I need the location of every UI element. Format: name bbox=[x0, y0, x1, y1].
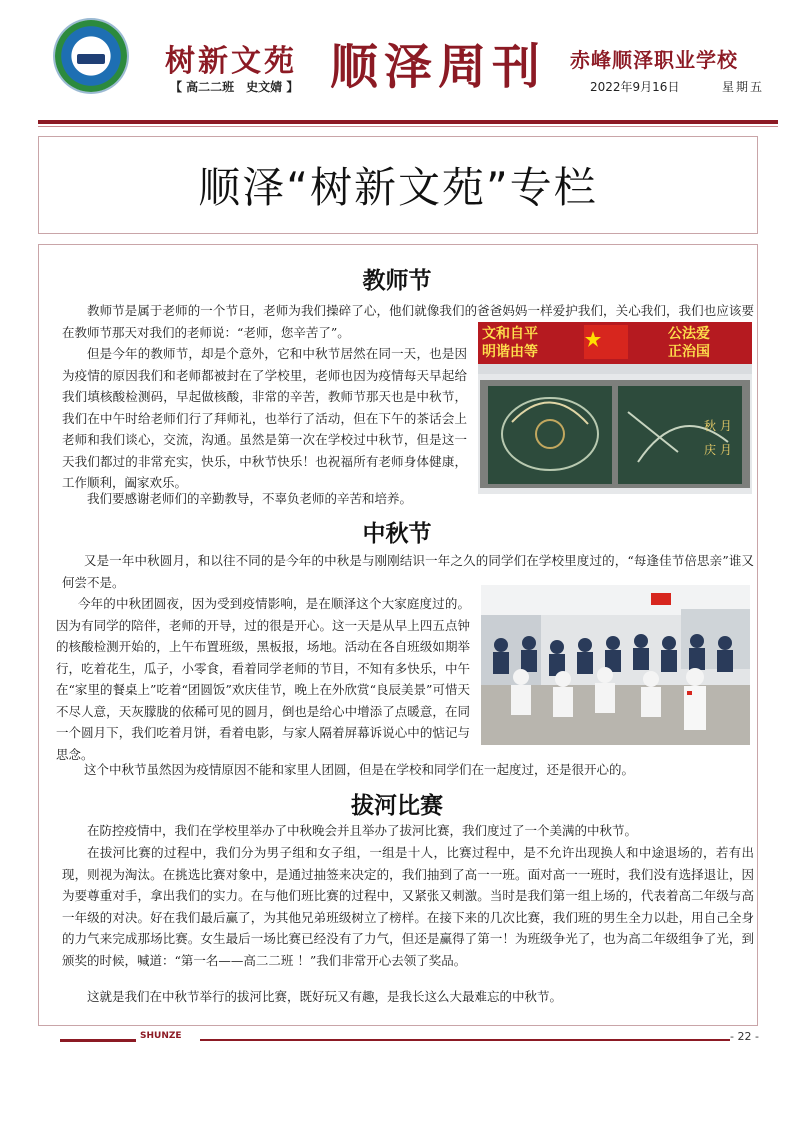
page-number: - 22 - bbox=[730, 1030, 759, 1043]
svg-text:正治国: 正治国 bbox=[668, 344, 710, 360]
section-heading-tug-of-war: 拔河比赛 bbox=[351, 793, 443, 819]
column-banner bbox=[38, 136, 758, 234]
paragraph: 在防控疫情中，我们在学校里举办了中秋晚会并且举办了拔河比赛，我们度过了一个美满的中秋节。 bbox=[87, 823, 638, 838]
paragraph: 我们要感谢老师们的辛勤教导，不辜负老师的辛苦和培养。 bbox=[87, 491, 413, 506]
paragraph: 又是一年中秋圆月，和以往不同的是今年的中秋是与刚刚结识一年之久的同学们在学校里度过的，“每逢佳节倍思亲”谁又何尝不是。 bbox=[62, 553, 754, 590]
byline: 【 高二二班 史文婧 】 bbox=[170, 80, 299, 94]
paragraph: 在拔河比赛的过程中，我们分为男子组和女子组，一组是十人，比赛过程中，是不允许出现换人和中途退场的，若有出现，则视为淘汰。在挑选比赛对象中，是通过抽签来决定的，我们抽到了高一一班。面对高一一班时，我们没有选择退让，因为要尊重对手，拿出我们的实力。在与他们班比赛的过程中，又紧张又刺激。当时是我们第一组上场的，代表着高二年级与高一年级的对决。好在我们最后赢了，为其他兄弟班级树立了榜样。在接下来的几次比赛，我们班的男生全力以赴，用自己全身的力气来完成那场比赛。女生最后一场比赛已经没有了力气，但还是赢得了第一！为班级争光了，也为高二年级组争了光，到颁奖的时候，喊道：“第一名——高二二班 ！”我们非常开心去领了奖品。 bbox=[62, 845, 754, 968]
school-logo bbox=[55, 20, 127, 92]
paragraph: 这个中秋节虽然因为疫情原因不能和家里人团圆，但是在学校和同学们在一起度过，还是很开心的。 bbox=[84, 762, 635, 777]
masthead-title: 顺泽周刊 bbox=[330, 39, 547, 95]
header-rule bbox=[38, 120, 778, 124]
footer-rule bbox=[200, 1039, 730, 1041]
header-rule-thin bbox=[38, 126, 778, 127]
svg-text:庆 月: 庆 月 bbox=[704, 443, 732, 457]
issue-date: 2022年9月16日 bbox=[590, 80, 680, 94]
svg-text:明谐由等: 明谐由等 bbox=[482, 344, 538, 360]
students-classroom-photo bbox=[481, 585, 750, 745]
banner-slogan-left: 文和自平 bbox=[482, 326, 538, 342]
section-heading-teachers-day: 教师节 bbox=[362, 268, 432, 294]
banner-title: 顺泽“树新文苑”专栏 bbox=[198, 163, 598, 212]
issue-weekday: 星期五 bbox=[722, 80, 765, 94]
masthead-header bbox=[0, 0, 794, 120]
school-name: 赤峰顺泽职业学校 bbox=[570, 48, 738, 72]
svg-text:秋 月: 秋 月 bbox=[704, 419, 732, 433]
paragraph: 这就是我们在中秋节举行的拔河比赛，既好玩又有趣，是我长这么大最难忘的中秋节。 bbox=[87, 989, 563, 1004]
footer-rule-left bbox=[60, 1039, 136, 1042]
paragraph: 今年的中秋团圆夜，因为受到疫情影响，是在顺泽这个大家庭度过的。因为有同学的陪伴，老师的开导，过的很是开心。这一天是从早上四五点钟的核酸检测开始的，上午布置班级，黑板报，场地。活动在各自班级如期举行，吃着花生，瓜子，小零食，看着同学老师的节目，不知有多快乐，中午在“家里的餐桌上”吃着“团圆饭”欢庆佳节，晚上在外欣赏“良辰美景”可惜天不尽人意，天灰朦胧的依稀可见的圆月，倒也是给心中增添了点暖意，在同一个圆月下，我们吃着月饼，看着电影，与家人隔着屏幕诉说心中的惦记与思念。 bbox=[56, 596, 470, 762]
svg-text:公法爱: 公法爱 bbox=[668, 326, 710, 342]
footer-label: SHUNZE bbox=[140, 1031, 182, 1041]
classroom-blackboard-photo bbox=[478, 322, 752, 494]
column-title: 树新文苑 bbox=[165, 44, 297, 79]
paragraph: 教师节是属于老师的一个节日，老师为我们操碎了心，他们就像我们的爸爸妈妈一样爱护我们，关心我们，我们也应该要在教师节那天对我们的老师说：“老师，您辛苦了”。 bbox=[62, 303, 754, 340]
section-heading-mid-autumn: 中秋节 bbox=[362, 521, 432, 547]
paragraph: 但是今年的教师节，却是个意外，它和中秋节居然在同一天，也是因为疫情的原因我们和老师都被封在了学校里，老师也因为疫情每天早起给我们填核酸检测码，早起做核酸，非常的辛苦，教师节那天也是中秋节，我们在中午时给老师们行了拜师礼，也举行了活动，但在下午的茶话会上老师和我们谈心，交流，沟通。虽然是第一次在学校过中秋节，但是这一天我们都过的非常充实，快乐，中秋节快乐！也祝福所有老师身体健康，工作顺利，阖家欢乐。 bbox=[62, 346, 467, 490]
